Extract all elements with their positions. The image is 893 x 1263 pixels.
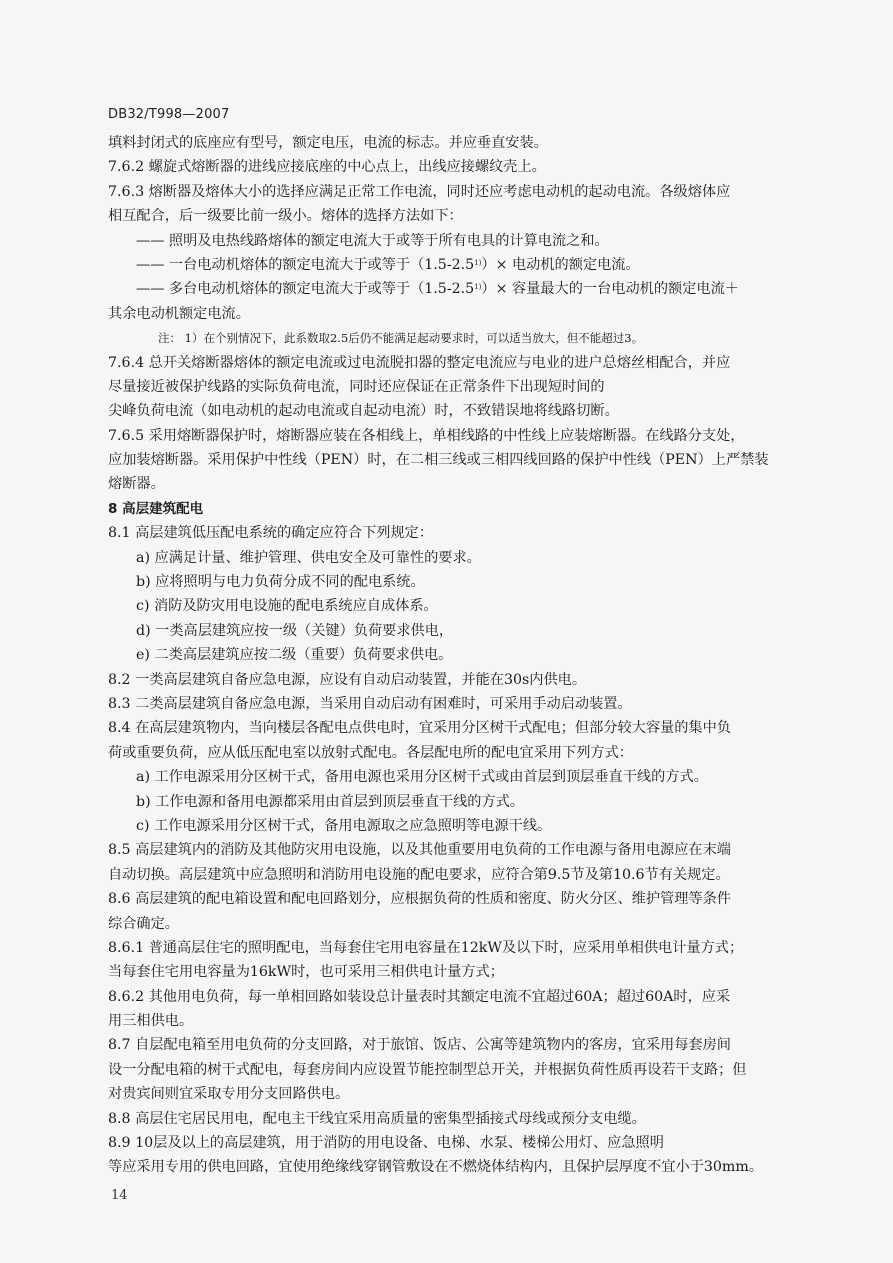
text-line (108, 962, 808, 982)
standard-number-header: DB32/T998—2007 (108, 107, 230, 122)
text-line (108, 426, 808, 446)
text-line (108, 255, 808, 275)
text-segment: —— 一台电动机熔体的额定电流大于或等于（1.5-2.5 (136, 256, 475, 273)
text-line (108, 353, 808, 373)
text-segment: 8.8 高层住宅居民用电，配电主干线宜采用高质量的密集型插接式母线或预分支电缆。 (108, 1110, 646, 1127)
text-segment: 8.6.1 普通高层住宅的照明配电，当每套住宅用电容量在12kW及以下时，应采用单相供电计量方式； (108, 939, 744, 956)
text-line (108, 304, 808, 324)
page-number: 14 (111, 1188, 128, 1203)
footnote-ref: 1) (474, 258, 482, 267)
text-segment: 设一分配电箱的树干式配电，每套房间内应设置节能控制型总开关，并根据负荷性质再设若干支路；但 (108, 1061, 747, 1078)
text-segment: 用三相供电。 (108, 1013, 194, 1030)
text-line (108, 474, 808, 494)
text-segment: a) 应满足计量、维护管理、供电安全及可靠性的要求。 (136, 549, 481, 566)
text-segment: 应加装熔断器。采用保护中性线（PEN）时，在二相三线或三相四线回路的保护中性线（PEN）上严禁装 (108, 452, 769, 469)
text-segment: 8.9 10层及以上的高层建筑，用于消防的用电设备、电梯、水泵、楼梯公用灯、应急照明 (108, 1135, 664, 1152)
text-line (108, 1157, 808, 1177)
text-segment: 荷或重要负荷，应从低压配电室以放射式配电。各层配电所的配电宜采用下列方式： (108, 744, 633, 761)
text-segment: 8.4 在高层建筑物内，当向楼层各配电点供电时，宜采用分区树干式配电；但部分较大容量的集中负 (108, 720, 731, 737)
text-line (108, 572, 808, 592)
text-line (108, 987, 808, 1007)
text-segment: 8.1 高层建筑低压配电系统的确定应符合下列规定： (108, 525, 434, 542)
text-line (108, 865, 808, 885)
text-line (108, 157, 808, 177)
text-line (108, 767, 808, 787)
text-segment: 8.7 自层配电箱至用电负荷的分支回路，对于旅馆、饭店、公寓等建筑物内的客房，宜采用每套房间 (108, 1037, 731, 1054)
text-segment: 当每套住宅用电容量为16kW时，也可采用三相供电计量方式； (108, 964, 504, 981)
text-line (108, 1035, 808, 1055)
text-segment: 7.6.2 螺旋式熔断器的进线应接底座的中心点上，出线应接螺纹壳上。 (108, 159, 546, 176)
text-segment: 其余电动机额定电流。 (108, 305, 250, 322)
text-line (108, 279, 808, 299)
text-segment: ）× 电动机的额定电流。 (481, 256, 640, 273)
text-segment: 熔断器。 (108, 476, 165, 493)
text-line (108, 621, 808, 641)
text-line (108, 670, 808, 690)
text-segment: 填料封闭式的底座应有型号，额定电压，电流的标志。并应垂直安装。 (108, 135, 548, 151)
text-line (108, 743, 808, 763)
text-line (108, 231, 808, 251)
section-heading (108, 499, 808, 519)
text-line (108, 401, 808, 421)
note-line (108, 328, 808, 348)
text-line (108, 206, 808, 226)
text-segment: 7.6.4 总开关熔断器熔体的额定电流或过电流脱扣器的整定电流应与电业的进户总熔丝相配合，并应 (108, 354, 731, 371)
text-line (108, 377, 808, 397)
text-segment: —— 照明及电热线路熔体的额定电流大于或等于所有电具的计算电流之和。 (136, 232, 609, 249)
text-segment: 8.3 二类高层建筑自备应急电源，当采用自动启动有困难时，可采用手动启动装置。 (108, 695, 632, 712)
text-line (108, 645, 808, 665)
body-text (108, 133, 808, 1182)
text-line (108, 694, 808, 714)
text-segment: 自动切换。高层建筑中应急照明和消防用电设施的配电要求，应符合第9.5节及第10.6节有关规定。 (108, 866, 730, 883)
text-line (108, 1133, 808, 1153)
text-line (108, 1060, 808, 1080)
footnote-ref: 1) (474, 283, 482, 292)
text-segment: 8 高层建筑配电 (108, 500, 204, 517)
text-segment: ）× 容量最大的一台电动机的额定电流＋ (481, 281, 739, 298)
text-line (108, 816, 808, 836)
text-segment: 综合确定。 (108, 915, 179, 932)
text-line (108, 450, 808, 470)
text-line (108, 840, 808, 860)
text-segment: c) 工作电源采用分区树干式，备用电源取之应急照明等电源干线。 (136, 817, 552, 834)
text-line (108, 792, 808, 812)
text-segment: 8.5 高层建筑内的消防及其他防灾用电设施，以及其他重要用电负荷的工作电源与备用电源应在末端 (108, 842, 731, 859)
text-segment: 8.6.2 其他用电负荷，每一单相回路如装设总计量表时其额定电流不宜超过60A；超过60A时，应采 (108, 988, 731, 1005)
text-segment: 对贵宾间则宜采取专用分支回路供电。 (108, 1086, 350, 1103)
text-segment: 7.6.3 熔断器及熔体大小的选择应满足正常工作电流，同时还应考虑电动机的起动电流。各级熔体应 (108, 183, 731, 200)
text-segment: 尖峰负荷电流（如电动机的起动电流或自起动电流）时，不致错误地将线路切断。 (108, 403, 619, 420)
text-line (108, 133, 808, 153)
text-segment: 8.2 一类高层建筑自备应急电源，应设有自动启动装置，并能在30s内供电。 (108, 671, 587, 688)
text-segment: 注： 1）在个别情况下，此系数取2.5后仍不能满足起动要求时，可以适当放大，但不能超过3。 (158, 331, 644, 346)
text-segment: b) 应将照明与电力负荷分成不同的配电系统。 (136, 574, 425, 591)
text-segment: 相互配合，后一级要比前一级小。熔体的选择方法如下： (108, 208, 463, 225)
text-segment: 8.6 高层建筑的配电箱设置和配电回路划分，应根据负荷的性质和密度、防火分区、维护管理等条件 (108, 891, 731, 908)
text-segment: d) 一类高层建筑应按一级（关键）负荷要求供电， (136, 622, 454, 639)
text-segment: 尽量接近被保护线路的实际负荷电流，同时还应保证在正常条件下出现短时间的 (108, 378, 605, 395)
text-line (108, 718, 808, 738)
text-line (108, 1011, 808, 1031)
text-segment: 等应采用专用的供电回路，宜使用绝缘线穿钢管敷设在不燃烧体结构内，且保护层厚度不宜小于30mm。 (108, 1159, 764, 1176)
text-segment: c) 消防及防灾用电设施的配电系统应自成体系。 (136, 598, 438, 615)
text-line (108, 889, 808, 909)
text-segment: e) 二类高层建筑应按二级（重要）负荷要求供电。 (136, 647, 453, 664)
text-line (108, 523, 808, 543)
text-segment: 7.6.5 采用熔断器保护时，熔断器应装在各相线上，单相线路的中性线上应装熔断器。在线路分支处， (108, 427, 745, 444)
text-segment: b) 工作电源和备用电源都采用由首层到顶层垂直干线的方式。 (136, 793, 525, 810)
text-line (108, 1109, 808, 1129)
text-segment: a) 工作电源采用分区树干式，备用电源也采用分区树干式或由首层到顶层垂直干线的方式。 (136, 769, 708, 786)
text-line (108, 596, 808, 616)
text-line (108, 182, 808, 202)
text-line (108, 938, 808, 958)
text-line (108, 548, 808, 568)
text-line (108, 1084, 808, 1104)
text-segment: —— 多台电动机熔体的额定电流大于或等于（1.5-2.5 (136, 281, 475, 298)
text-line (108, 914, 808, 934)
